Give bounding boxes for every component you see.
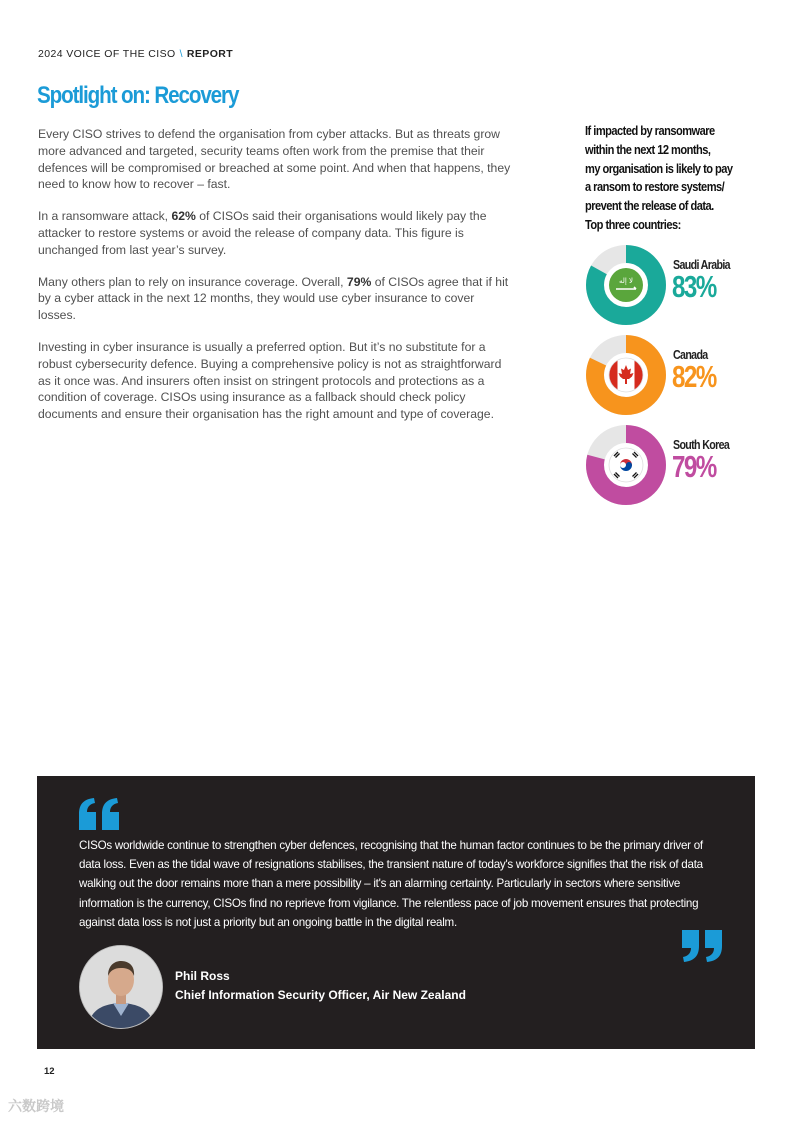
paragraph-insurance: Many others plan to rely on insurance coverage. Overall, 79% of CISOs agree that if hit by a cyber attack in the next 12 months, they would use cyber insurance to cover losses. <box>38 274 509 323</box>
sidebar-heading-line: If impacted by ransomware <box>585 124 715 138</box>
header-section: REPORT <box>186 48 234 60</box>
quote-text: CISOs worldwide continue to strengthen cyber defences, recognising that the human factor continues to be the primary driver of data loss. Even as the tidal wave of resignations stabilises, the transient nature of today's workforce signifies that the risk of data walking out the door remains more than a mere possibility – it's an alarming certainty. Particularly in sectors where sensitive information is the currency, CISOs find no reprieve from vigilance. The relentless pace of job movement ensures that protecting against data loss is not just a priority but an ongoing battle in the digital realm. <box>79 839 703 929</box>
country-percent: 83% <box>672 269 716 304</box>
author-photo <box>79 945 163 1029</box>
watermark-logo: 六数跨境 <box>8 1098 64 1114</box>
ransom-stat-sidebar <box>585 122 760 484</box>
country-saudi-arabia <box>585 244 760 326</box>
south-korea-flag-icon <box>609 448 643 482</box>
country-percent: 82% <box>672 359 716 394</box>
country-name: Saudi Arabia <box>673 257 730 272</box>
body-text <box>38 126 513 438</box>
country-name: South Korea <box>673 437 730 452</box>
canada-donut <box>585 334 667 416</box>
country-name: Canada <box>673 347 708 362</box>
person-portrait-icon <box>80 946 162 1028</box>
paragraph-ransom: In a ransomware attack, 62% of CISOs said their organisations would likely pay the attacker to restore systems or avoid the release of company data. This figure is unchanged from last year’s survey. <box>38 209 487 257</box>
author-name: Phil Ross <box>175 969 230 983</box>
sidebar-heading-line: Top three countries: <box>585 217 681 232</box>
page-number: 12 <box>44 1066 55 1077</box>
sidebar-heading-line: a ransom to restore systems/ <box>585 180 725 195</box>
sidebar-heading <box>585 122 752 235</box>
testimonial-quote <box>37 776 755 1049</box>
country-canada <box>585 334 760 416</box>
country-percent: 79% <box>672 449 716 484</box>
sidebar-heading-line: my organisation is likely to pay <box>585 161 733 176</box>
close-quote-icon <box>680 930 722 962</box>
sidebar-heading-line: within the next 12 months, <box>585 142 711 157</box>
sidebar-heading-line: prevent the release of data. <box>585 199 714 214</box>
header-publication: 2024 VOICE OF THE CISO <box>38 48 176 60</box>
open-quote-icon <box>79 798 121 830</box>
saudi-arabia-donut <box>585 244 667 326</box>
running-header <box>38 48 233 60</box>
saudi-flag-icon <box>609 268 643 302</box>
saudi-flag-text: لا إله <box>618 277 634 285</box>
paragraph-coverage: Investing in cyber insurance is usually a preferred option. But it’s no substitute for a robust cybersecurity defence. Buying a comprehensive policy is not as straightforward as it once was. And insurers often insist on stringent protocols and protections as a condition of coverage. CISOs using insurance as a fallback should check policy documents and ensure their organisation has the right amount and type of coverage. <box>38 339 502 422</box>
south-korea-donut <box>585 424 667 506</box>
page-title: Spotlight on: Recovery <box>37 82 239 109</box>
paragraph-intro: Every CISO strives to defend the organisation from cyber attacks. But as threats grow more advanced and targeted, security teams often work from the premise that their defences will be compromised or breached at some point. And when that happens, they need to know how to recover – fast. <box>38 127 511 192</box>
header-separator: \ <box>179 48 183 60</box>
author-role: Chief Information Security Officer, Air New Zealand <box>175 988 466 1002</box>
country-south-korea <box>585 424 760 506</box>
